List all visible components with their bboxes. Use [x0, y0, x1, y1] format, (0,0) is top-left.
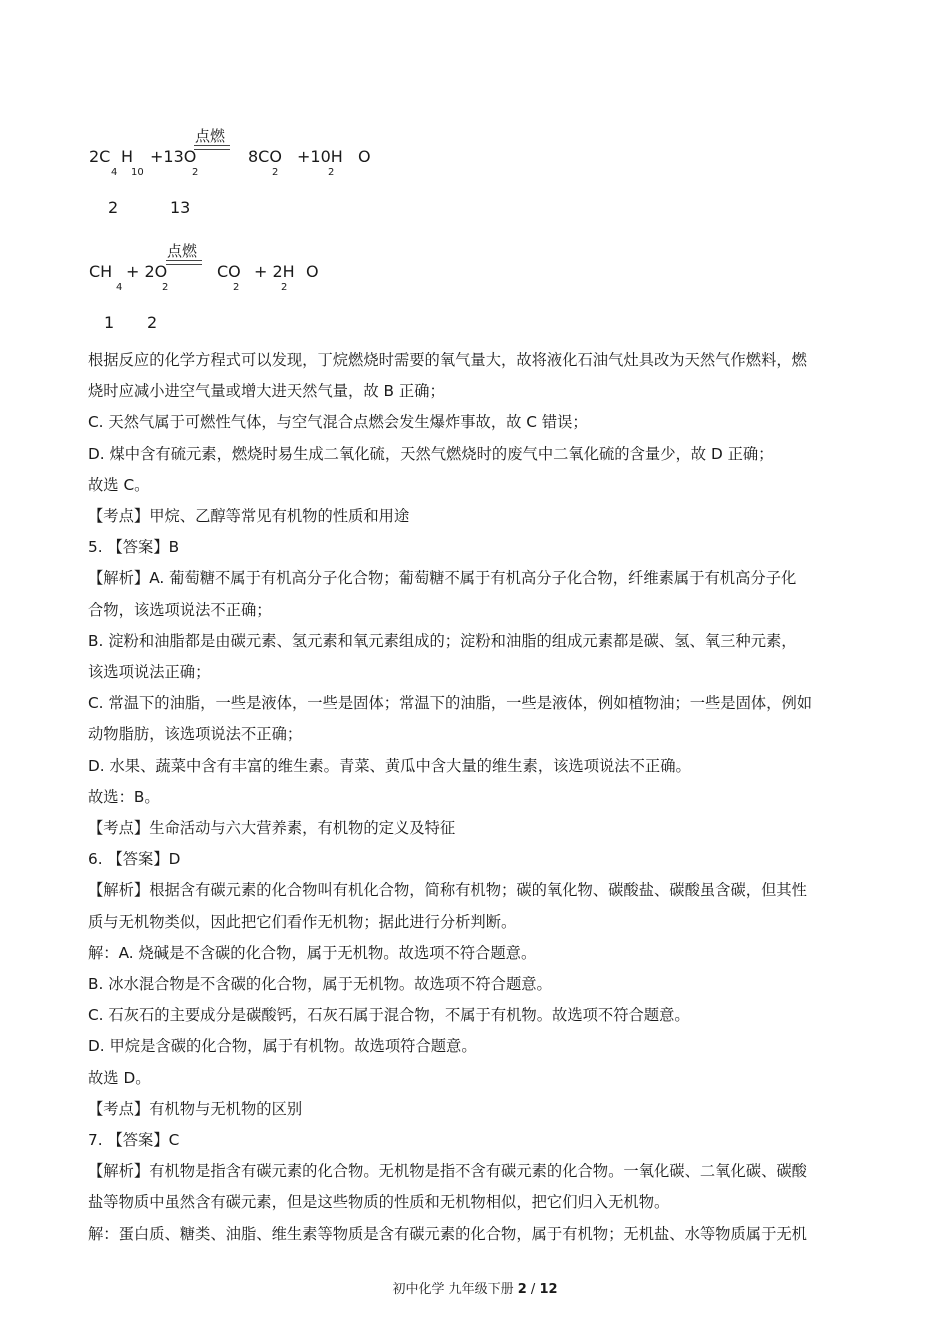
equation-2-token: CO [217, 262, 241, 281]
text-line: 解：A. 烧碱是不含碳的化合物，属于无机物。故选项不符合题意。 [88, 943, 537, 962]
text-line: 7. 【答案】C [88, 1131, 180, 1150]
text-line: 动物脂肪，该选项说法不正确； [88, 725, 303, 744]
text-line: C. 天然气属于可燃性气体，与空气混合点燃会发生爆炸事故，故 C 错误； [88, 413, 588, 432]
page-number-total: 12 [539, 1282, 558, 1297]
text-line: 解：蛋白质、糖类、油脂、维生素等物质是含有碳元素的化合物，属于有机物；无机盐、水等物质属于无机 [88, 1224, 807, 1243]
text-line: D. 甲烷是含碳的化合物，属于有机物。故选项符合题意。 [88, 1037, 477, 1056]
equation-2-condition: 点燃 [167, 242, 198, 260]
text-line: 【解析】有机物是指含有碳元素的化合物。无机物是指不含有碳元素的化合物。一氧化碳、二氧化碳、碳酸 [88, 1162, 807, 1181]
equation-2-subscript: 2 [233, 282, 240, 293]
equation-2-token: O [306, 262, 319, 281]
text-line: B. 淀粉和油脂都是由碳元素、氢元素和氧元素组成的；淀粉和油脂的组成元素都是碳、氢、氧三种元素， [88, 631, 797, 650]
equation-2-subscript: 2 [281, 282, 288, 293]
page-number-current: 2 [517, 1282, 527, 1297]
equation-2-token: + 2H [254, 262, 295, 281]
text-line: 【考点】甲烷、乙醇等常见有机物的性质和用途 [88, 507, 410, 526]
text-line: 【考点】生命活动与六大营养素，有机物的定义及特征 [88, 819, 456, 838]
equation-2-subscript: 4 [116, 282, 123, 293]
equation-2-token: + 2O [126, 262, 168, 281]
equation-1-arrow [194, 145, 230, 150]
text-line: 故选 C。 [88, 475, 150, 494]
text-line: D. 水果、蔬菜中含有丰富的维生素。青菜、黄瓜中含大量的维生素，该选项说法不正确。 [88, 756, 691, 775]
answer-text [88, 345, 868, 1250]
text-line: 故选 D。 [88, 1068, 151, 1087]
text-line: 6. 【答案】D [88, 850, 181, 869]
equation-1-subscript: 4 [111, 167, 118, 178]
equation-2 [0, 235, 950, 315]
coefficient: 2 [147, 313, 158, 332]
equation-1-token: +10H [297, 147, 343, 166]
text-line: 质与无机物类似，因此把它们看作无机物；据此进行分析判断。 [88, 912, 517, 931]
equation-1 [0, 120, 950, 200]
text-line: C. 石灰石的主要成分是碳酸钙，石灰石属于混合物，不属于有机物。故选项不符合题意。 [88, 1006, 690, 1025]
equation-1-subscript: 10 [131, 167, 144, 178]
footer-title: 初中化学 九年级下册 [392, 1282, 514, 1297]
text-line: 5. 【答案】B [88, 538, 180, 557]
text-line: B. 冰水混合物是不含碳的化合物，属于无机物。故选项不符合题意。 [88, 975, 552, 994]
equation-1-subscript: 2 [328, 167, 335, 178]
coefficient: 13 [170, 198, 191, 217]
coefficient: 1 [104, 313, 115, 332]
text-line: D. 煤中含有硫元素，燃烧时易生成二氧化硫，天然气燃烧时的废气中二氧化硫的含量少，故 D 正确； [88, 444, 774, 463]
equation-1-coefficients [0, 195, 950, 225]
equation-1-token: O [358, 147, 371, 166]
text-line: 烧时应减小进空气量或增大进天然气量，故 B 正确； [88, 382, 445, 401]
text-line: 【考点】有机物与无机物的区别 [88, 1099, 303, 1118]
coefficient: 2 [108, 198, 119, 217]
equation-1-subscript: 2 [192, 167, 199, 178]
text-line: 合物，该选项说法不正确； [88, 600, 272, 619]
equation-1-token: 8CO [248, 147, 282, 166]
text-line: 盐等物质中虽然含有碳元素，但是这些物质的性质和无机物相似，把它们归入无机物。 [88, 1193, 670, 1212]
equation-2-arrow [166, 260, 202, 265]
text-line: 该选项说法正确； [88, 663, 211, 682]
equation-1-token: 2C [89, 147, 111, 166]
equation-2-token: CH [89, 262, 113, 281]
page-number-separator: / [530, 1282, 536, 1297]
equation-2-coefficients [0, 310, 950, 340]
text-line: 【解析】A. 葡萄糖不属于有机高分子化合物；葡萄糖不属于有机高分子化合物，纤维素属于有机高分子化 [88, 569, 797, 588]
equation-1-subscript: 2 [272, 167, 279, 178]
text-line: 【解析】根据含有碳元素的化合物叫有机化合物，简称有机物；碳的氧化物、碳酸盐、碳酸虽含碳，但其性 [88, 881, 807, 900]
text-line: C. 常温下的油脂，一些是液体，一些是固体；常温下的油脂，一些是液体，例如植物油；一些是固体，例如 [88, 694, 813, 713]
text-line: 故选：B。 [88, 787, 160, 806]
equation-1-token: +13O [150, 147, 197, 166]
text-line: 根据反应的化学方程式可以发现，丁烷燃烧时需要的氧气量大，故将液化石油气灶具改为天然气作燃料，燃 [88, 351, 807, 369]
page-footer [0, 1278, 950, 1297]
equation-2-subscript: 2 [162, 282, 169, 293]
equation-1-token: H [121, 147, 134, 166]
equation-1-condition: 点燃 [195, 127, 226, 145]
